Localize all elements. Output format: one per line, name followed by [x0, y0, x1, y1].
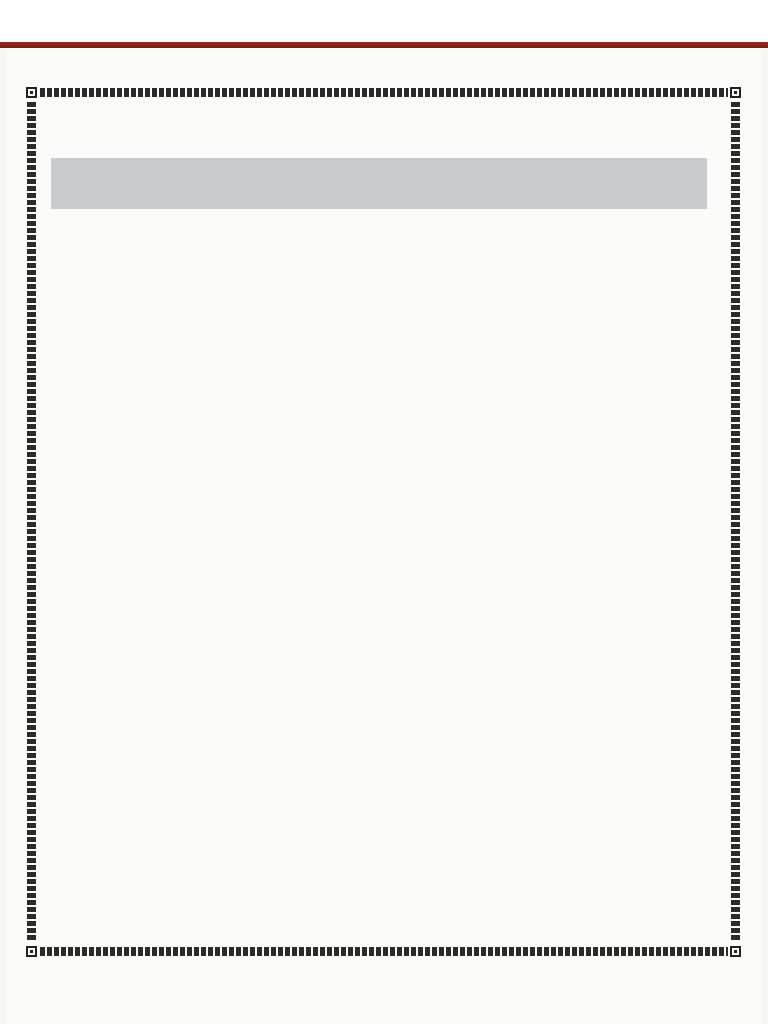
header-sno [51, 158, 92, 209]
header-page [365, 158, 413, 209]
header-name [92, 158, 365, 209]
header-date-submission [507, 158, 602, 209]
header-remarks [602, 158, 707, 209]
header-date-experiment [413, 158, 507, 209]
